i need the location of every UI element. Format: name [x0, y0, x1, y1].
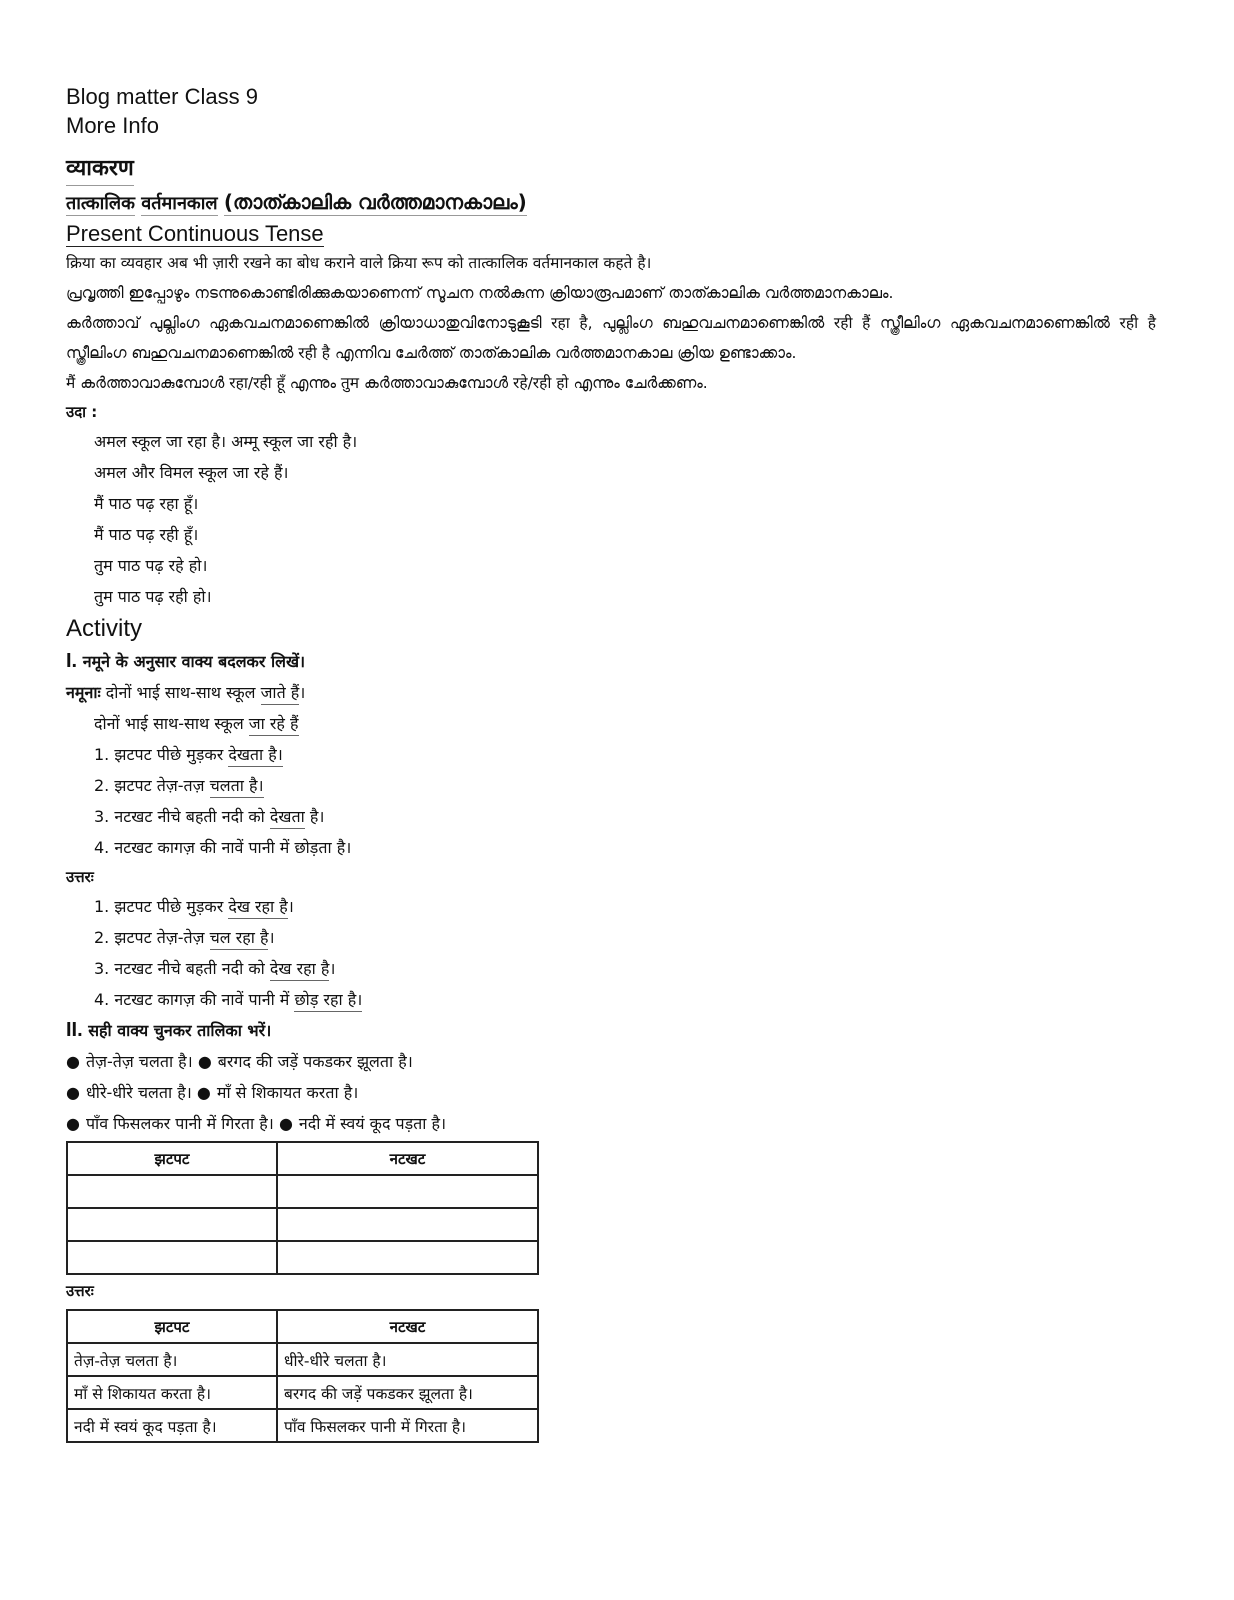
question-item: 1. झटपट पीछे मुड़कर देखता है। — [94, 739, 1156, 770]
table-header: झटपट — [67, 1142, 277, 1175]
table-row — [67, 1343, 538, 1376]
table-row — [67, 1376, 538, 1409]
topic-title-english: Present Continuous Tense — [66, 221, 324, 246]
table-cell: नदी में स्वयं कूद पड़ता है। — [67, 1409, 277, 1442]
table-cell — [67, 1208, 277, 1241]
example-line: तुम पाठ पढ़ रहे हो। — [94, 556, 208, 575]
answer-item: 2. झटपट तेज़-तेज़ चल रहा है। — [94, 922, 1156, 953]
table-cell — [67, 1175, 277, 1208]
table-cell — [277, 1208, 538, 1241]
bullet-icon: ● — [196, 1083, 211, 1102]
table-row — [67, 1175, 538, 1208]
table-cell — [277, 1241, 538, 1274]
table-header: झटपट — [67, 1310, 277, 1343]
bullet-icon: ● — [66, 1114, 80, 1133]
bullet-icon: ● — [278, 1114, 293, 1133]
question-1-title: I. नमूने के अनुसार वाक्य बदलकर लिखें। — [66, 650, 306, 672]
answer-item: 1. झटपट पीछे मुड़कर देख रहा है। — [94, 891, 1156, 922]
topic-title-malayalam: (താത്കാലിക വർത്തമാനകാലം) — [223, 190, 527, 214]
table-cell — [277, 1175, 538, 1208]
answer-item: 3. नटखट नीचे बहती नदी को देख रहा है। — [94, 953, 1156, 984]
table-cell: बरगद की जड़ें पकडकर झूलता है। — [277, 1376, 538, 1409]
activity-heading: Activity — [66, 615, 143, 642]
table-cell: पाँव फिसलकर पानी में गिरता है। — [277, 1409, 538, 1442]
definition-malayalam: പ്രവൃത്തി ഇപ്പോഴും നടന്നുകൊണ്ടിരിക്കുകയാണെന്ന് സൂചന നൽകുന്ന ക്രിയാരൂപമാണ് താത്കാലിക വർത്തമാനകാലം. — [66, 284, 894, 302]
table-cell: माँ से शिकायत करता है। — [67, 1376, 277, 1409]
question-2-title: II. सही वाक्य चुनकर तालिका भरें। — [66, 1019, 272, 1041]
rule-paragraph: കർത്താവ് പുല്ലിംഗ ഏകവചനമാണെങ്കിൽ ക്രിയാധാതുവിനോടുകൂടി रहा है, പുല്ലിംഗ ബഹുവചനമാണെങ്കിൽ रही हैं സ്ത്രീലിംഗ ഏകവചനമാണെങ്കിൽ रही है സ്ത്രീലിംഗ ബഹുവചനമാണെങ്കിൽ रही है എന്നിവ ചേർത്ത് താത്കാലിക വർത്തമാനകാല ക്രിയ ഉണ്ടാക്കാം. — [66, 314, 1156, 362]
table-header: नटखट — [277, 1142, 538, 1175]
example-line: मैं पाठ पढ़ रही हूँ। — [94, 525, 199, 544]
topic-title-part2: वर्तमानकाल — [141, 193, 218, 214]
example-label: उदा : — [66, 403, 98, 421]
choice-line: ● पाँव फिसलकर पानी में गिरता है। ● नदी में स्वयं कूद पड़ता है। — [66, 1114, 447, 1133]
table-row — [67, 1208, 538, 1241]
answer-item: 4. नटखट कागज़ की नावें पानी में छोड़ रहा है। — [94, 984, 1156, 1015]
question-item: 4. नटखट कागज़ की नावें पानी में छोड़ता है। — [94, 838, 352, 857]
choice-line: ● तेज़-तेज़ चलता है। ● बरगद की जड़ें पकडकर झूलता है। — [66, 1052, 413, 1071]
table-cell: धीरे-धीरे चलता है। — [277, 1343, 538, 1376]
table-row — [67, 1241, 538, 1274]
document-page — [66, 82, 1156, 1443]
answer-label: उत्तरः — [66, 868, 94, 886]
choice-line: ● धीरे-धीरे चलता है। ● माँ से शिकायत करता है। — [66, 1083, 359, 1102]
table-header: नटखट — [277, 1310, 538, 1343]
blank-table — [66, 1141, 539, 1275]
topic-title — [66, 188, 1156, 218]
answer-label: उत्तरः — [66, 1282, 94, 1300]
table-row — [67, 1409, 538, 1442]
topic-title-part1: तात्कालिक — [66, 193, 135, 214]
table-cell — [67, 1241, 277, 1274]
sample-answer: दोनों भाई साथ-साथ स्कूल जा रहे हैं — [94, 708, 1156, 739]
answer-table — [66, 1309, 539, 1443]
sample-sentence: नमूनाः दोनों भाई साथ-साथ स्कूल जाते हैं। — [66, 677, 1156, 708]
example-line: मैं पाठ पढ़ रहा हूँ। — [94, 494, 199, 513]
question-item: 2. झटपट तेज़-तज़ चलता है। — [94, 770, 1156, 801]
doc-header-title: Blog matter Class 9 — [66, 84, 258, 109]
definition-hindi: क्रिया का व्यवहार अब भी ज़ारी रखने का बोध कराने वाले क्रिया रूप को तात्कालिक वर्तमानकाल कहते है। — [66, 254, 652, 272]
example-line: तुम पाठ पढ़ रही हो। — [94, 587, 212, 606]
question-item: 3. नटखट नीचे बहती नदी को देखता है। — [94, 801, 1156, 832]
example-line: अमल और विमल स्कूल जा रहे हैं। — [94, 463, 289, 482]
table-cell: तेज़-तेज़ चलता है। — [67, 1343, 277, 1376]
section-title: व्याकरण — [66, 154, 134, 186]
example-line: अमल स्कूल जा रहा है। अम्मू स्कूल जा रही है। — [94, 432, 358, 451]
doc-header-subtitle: More Info — [66, 113, 159, 138]
bullet-icon: ● — [66, 1083, 80, 1102]
bullet-icon: ● — [66, 1052, 80, 1071]
rule-pronoun: मैं കർത്താവാകുമ്പോൾ रहा/रही हूँ എന്നും तुम കർത്താവാകുമ്പോൾ रहे/रही हो എന്നും ചേർക്കണം. — [66, 374, 708, 392]
bullet-icon: ● — [197, 1052, 212, 1071]
